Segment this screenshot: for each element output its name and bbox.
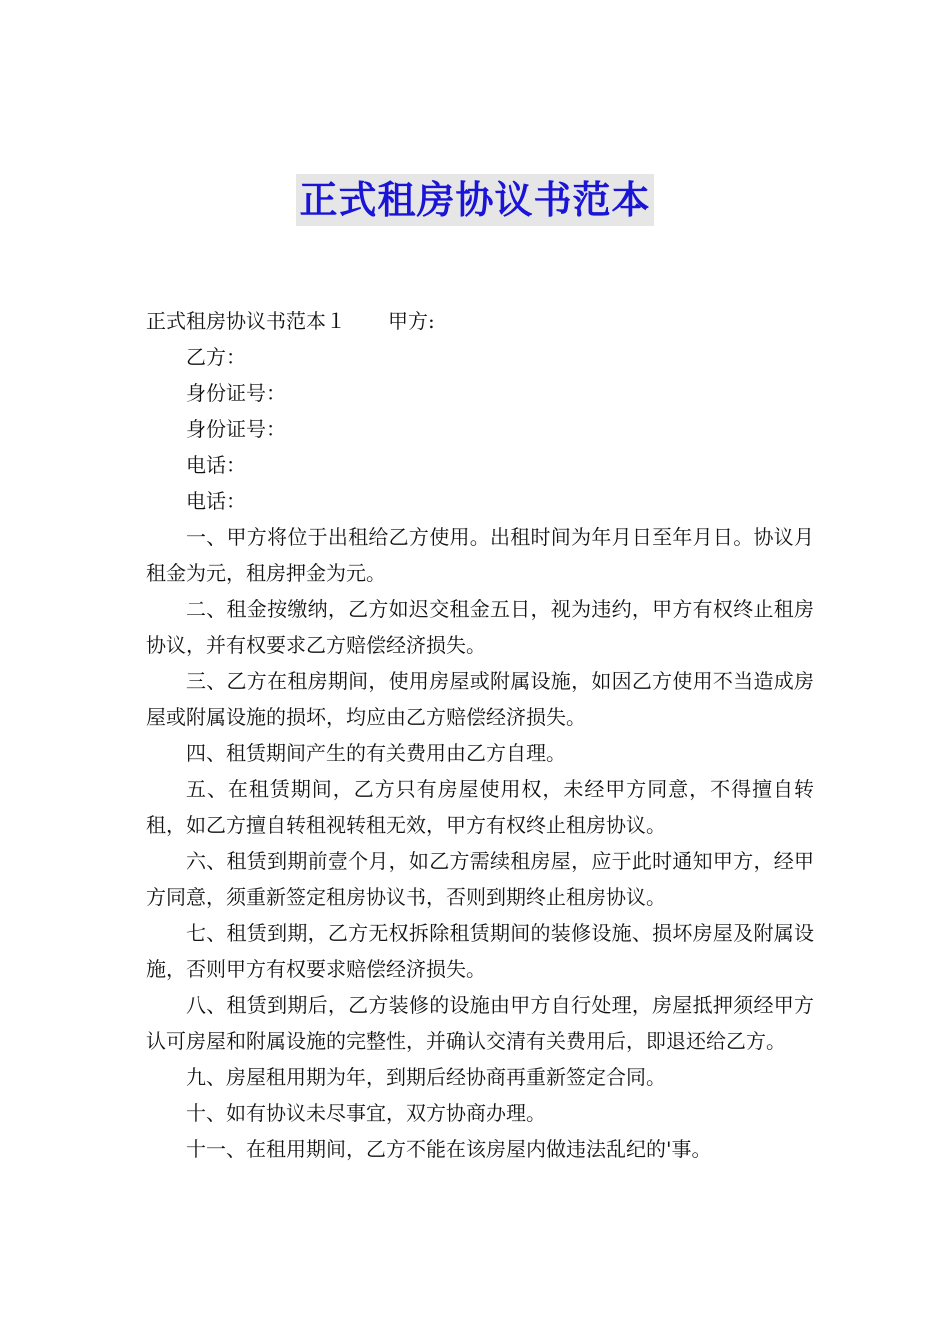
- party-a-field: 甲方:: [388, 309, 435, 333]
- clause-1: 一、甲方将位于出租给乙方使用。出租时间为年月日至年月日。协议月租金为元，租房押金为元。: [146, 525, 814, 585]
- clause-10: 十、如有协议未尽事宜，双方协商办理。: [186, 1101, 546, 1125]
- phone-field: 电话：: [186, 489, 246, 513]
- intro-line: [146, 303, 814, 339]
- clause-5: 五、在租赁期间，乙方只有房屋使用权，未经甲方同意，不得擅自转租，如乙方擅自转租视转租无效，甲方有权终止租房协议。: [146, 777, 814, 837]
- id-number-field: 身份证号：: [186, 417, 286, 441]
- document-body: [146, 303, 814, 1167]
- clause-2: 二、租金按缴纳，乙方如迟交租金五日，视为违约，甲方有权终止租房协议，并有权要求乙方赔偿经济损失。: [146, 597, 814, 657]
- document-heading: 正式租房协议书范本１: [146, 309, 346, 333]
- clause-7: 七、租赁到期，乙方无权拆除租赁期间的装修设施、损坏房屋及附属设施，否则甲方有权要求赔偿经济损失。: [146, 921, 814, 981]
- phone-field: 电话：: [186, 453, 246, 477]
- clause-11: 十一、在租用期间，乙方不能在该房屋内做违法乱纪的'事。: [186, 1137, 712, 1161]
- title-container: [0, 174, 950, 226]
- document-title: 正式租房协议书范本: [296, 174, 653, 226]
- clause-8: 八、租赁到期后，乙方装修的设施由甲方自行处理，房屋抵押须经甲方认可房屋和附属设施的完整性，并确认交清有关费用后，即退还给乙方。: [146, 993, 814, 1053]
- id-number-field: 身份证号：: [186, 381, 286, 405]
- clause-3: 三、乙方在租房期间，使用房屋或附属设施，如因乙方使用不当造成房屋或附属设施的损坏，均应由乙方赔偿经济损失。: [146, 669, 814, 729]
- party-b-field: 乙方：: [186, 345, 246, 369]
- clause-6: 六、租赁到期前壹个月，如乙方需续租房屋，应于此时通知甲方，经甲方同意，须重新签定租房协议书，否则到期终止租房协议。: [146, 849, 814, 909]
- clause-9: 九、房屋租用期为年，到期后经协商再重新签定合同。: [186, 1065, 666, 1089]
- clause-4: 四、租赁期间产生的有关费用由乙方自理。: [186, 741, 566, 765]
